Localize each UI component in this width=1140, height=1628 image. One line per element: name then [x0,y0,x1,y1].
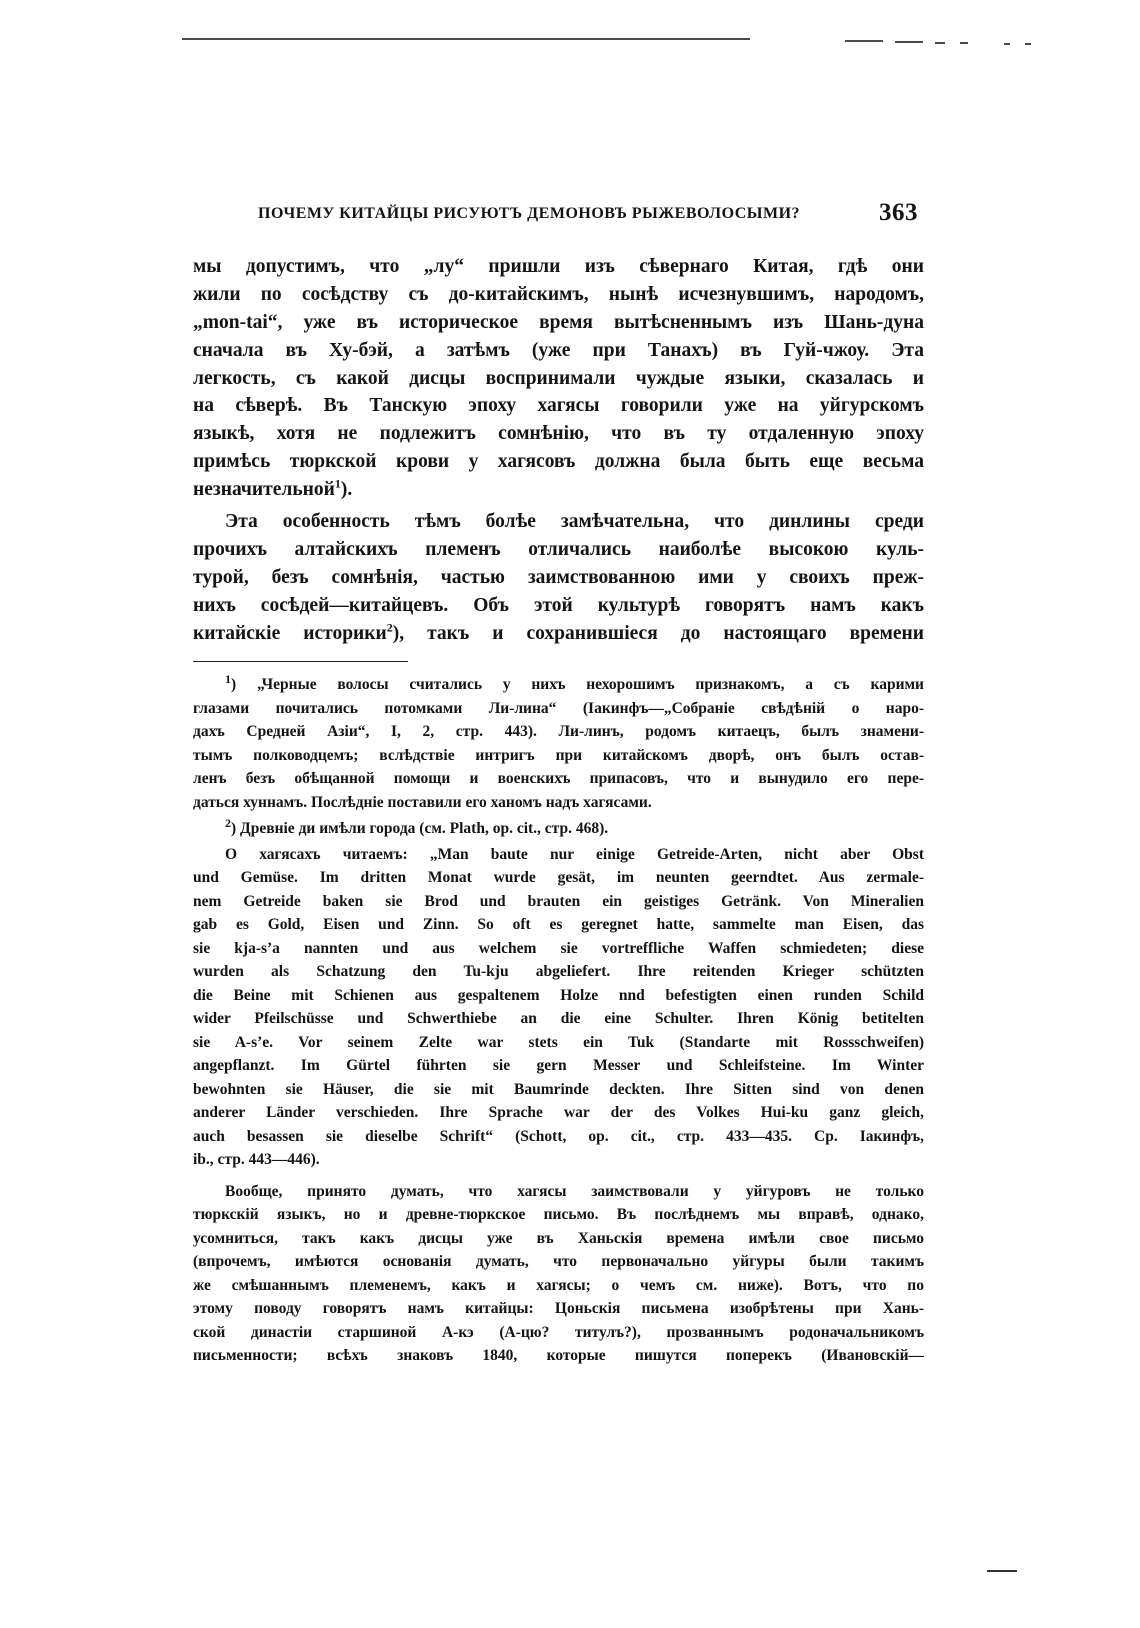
footnote-marker: 1 [225,673,231,686]
quote-line: sie kja-s’a nannten und aus welchem sie vortreffliche Waffen schmiedeten; diese [193,939,924,957]
footnote-line: ленъ безъ обѣщанной помощи и военскихъ припасовъ, что и вынудило его пере- [193,770,924,787]
scan-edge-dash [935,42,945,44]
footnote-line: глазами почитались потомками Ли-лина“ (Іакинфъ—„Собраніе свѣдѣній о наро- [193,699,924,717]
footnote-line: этому поводу говорятъ намъ китайцы: Цоньскія письмена изобрѣтены при Хань- [193,1300,924,1317]
quote-line: wurden als Schatzung den Tu-kju abgeliefert. Ihre reitenden Krieger schützten [193,963,924,980]
footnote-line [193,817,924,841]
text-fragment: ). [340,479,353,501]
main-text [193,253,924,647]
quote-line: ib., стр. 443—446). [193,1151,320,1168]
text-line: на сѣверѣ. Въ Танскую эпоху хагясы говорили уже на уйгурскомъ [193,395,924,417]
footnote-ref: 1 [334,476,341,491]
footnote-line [193,673,924,697]
quote-line: angepflanzt. Im Gürtel führten sie gern Messer und Schleifsteine. Im Winter [193,1057,924,1074]
text-fragment: незначительной [193,479,335,501]
page-title: ПОЧЕМУ КИТАЙЦЫ РИСУЮТЪ ДЕМОНОВЪ РЫЖЕВОЛОСЫМИ? [258,205,801,222]
quote-line: die Beine mit Schienen aus gespaltenem Holze nnd befestigten einen runden Schild [193,986,924,1004]
scan-edge-dash [1004,43,1010,45]
footnote-ref: 2 [386,620,393,635]
text-line: „mon-tai“, уже въ историческое время вытѣсненнымъ изъ Шань-дуна [193,311,924,333]
footnote-line: Вообще, принято думать, что хагясы заимствовали у уйгуровъ не только [225,1182,924,1200]
quote-line: sie A-s’e. Vor seinem Zelte war stets ein Tuk (Standarte mit Rossschweifen) [193,1033,924,1051]
footnotes [193,673,924,1368]
text-line: сначала въ Ху-бэй, а затѣмъ (уже при Танахъ) въ Гуй-чжоу. Эта [193,339,924,361]
scan-edge-dash [845,40,883,42]
text-line [193,620,924,648]
text-line: турой, безъ сомнѣнія, частью заимствованною ими у своихъ преж- [193,566,924,588]
quote-line: wider Pfeilschüsse und Schwerthiebe an die eine Schulter. Ihren König betitelten [193,1010,924,1027]
text-line [193,476,924,504]
text-fragment: ) „Черные волосы считались у нихъ нехорошимъ признакомъ, а съ карими [231,676,924,693]
text-line: примѣсь тюркской крови у хагясовъ должна была быть еще весьма [193,451,924,473]
page-number: 363 [879,199,918,226]
footnote-line: (впрочемъ, имѣются основанія думать, что первоначально уйгуры были такимъ [193,1253,924,1270]
text-fragment: ), такъ и сохранившіеся до настоящаго времени [392,622,924,644]
quote-line: О хагясахъ читаемъ: „Man baute nur einige Getreide-Arten, nicht aber Obst [225,845,924,863]
scan-edge-dash [895,41,923,43]
footnote-marker: 2 [225,817,231,830]
text-line: жили по сосѣдству съ до-китайскимъ, нынѣ исчезнувшимъ, народомъ, [193,283,924,305]
text-line: легкость, съ какой дисцы воспринимали чуждые языки, сказалась и [193,367,924,389]
text-line: нихъ сосѣдей—китайцевъ. Объ этой культурѣ говорятъ намъ какъ [193,594,924,616]
text-line: прочихъ алтайскихъ племенъ отличались наиболѣе высокою куль- [193,538,924,560]
footnote-line: тюркскій языкъ, но и древне-тюркское письмо. Въ послѣднемъ мы вправѣ, однако, [193,1206,924,1223]
scan-edge-dash [1025,43,1031,45]
text-fragment: ) Древніе ди имѣли города (см. Plath, op. cit., стр. 468). [231,820,609,837]
footnote-line: же смѣшаннымъ племенемъ, какъ и хагясы; о чемъ см. ниже). Вотъ, что по [193,1276,924,1294]
quote-line: bewohnten sie Häuser, die sie mit Baumrinde deckten. Ihre Sitten sind von denen [193,1080,924,1098]
quote-line: gab es Gold, Eisen und Zinn. So oft es geregnet hatte, sammelte man Eisen, das [193,916,924,933]
text-line: Эта особенность тѣмъ болѣе замѣчательна, что динлины среди [225,511,924,533]
quote-line: auch besassen sie dieselbe Schrift“ (Schott, op. cit., стр. 433—435. Ср. Іакинфъ, [193,1127,924,1145]
quote-line: und Gemüse. Im dritten Monat wurde gesät, im neunten geerndtet. Aus zermale- [193,869,924,886]
footnote-line: ской династіи старшиной А-кэ (А-цю? титулъ?), прозваннымъ родоначальникомъ [193,1323,924,1341]
scan-edge-dash [960,42,968,44]
text-fragment: китайскіе историки [193,622,387,644]
quote-line: anderer Länder verschieden. Ihre Sprache war der des Volkes Hui-ku ganz gleich, [193,1104,924,1121]
quote-line: nem Getreide baken sie Brod und brauten ein geistiges Getränk. Von Mineralien [193,892,924,910]
page-edge-mark [987,1570,1017,1572]
scan-edge-line [182,38,750,40]
footnote-line: письменности; всѣхъ знаковъ 1840, которые пишутся поперекъ (Ивановскій— [193,1347,924,1364]
footnote-line: тымъ полководцемъ; вслѣдствіе интригъ при китайскомъ дворѣ, онъ былъ остав- [193,746,924,764]
footnote-line: даться хуннамъ. Послѣдніе поставили его ханомъ надъ хагясами. [193,793,652,811]
footnote-separator [193,661,408,662]
text-line: мы допустимъ, что „лу“ пришли изъ сѣвернаго Китая, гдѣ они [193,256,924,277]
footnote-line: дахъ Средней Азіи“, I, 2, стр. 443). Ли-линъ, родомъ китаецъ, былъ знамени- [193,723,924,740]
footnote-line: усомниться, такъ какъ дисцы уже въ Ханьскія времена имѣли свое письмо [193,1229,924,1247]
text-line: языкѣ, хотя не подлежитъ сомнѣнію, что въ ту отдаленную эпоху [193,423,924,445]
